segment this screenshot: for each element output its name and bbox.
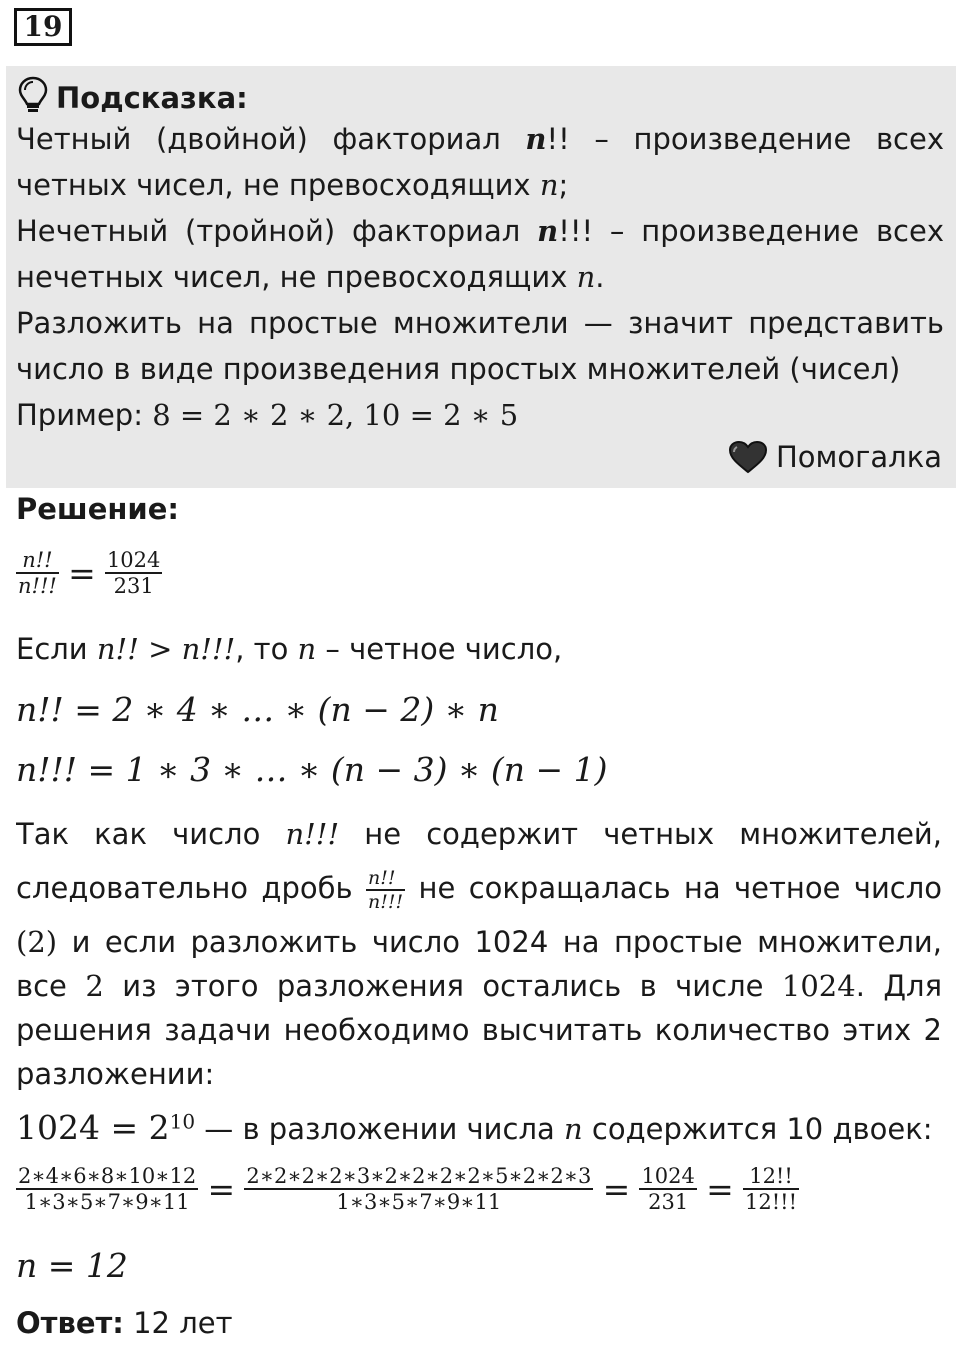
hint-text <box>16 116 944 438</box>
explanation-paragraph <box>16 812 942 1096</box>
hint-line-4: нечетных чисел, не превосходящих n. <box>16 260 605 294</box>
brand-label: Помогалка <box>728 437 942 484</box>
answer-line: Ответ: 12 лет <box>16 1306 233 1340</box>
hint-line-6: число в виде произведения простых множителей (чисел) <box>16 352 901 386</box>
hint-line-5: Разложить на простые множители — значит представить <box>16 306 944 340</box>
hint-line-2: четных чисел, не превосходящих n; <box>16 168 569 202</box>
para-line-1: Так как число n!!! не содержит четных множителей, <box>16 817 942 851</box>
formula-triple-factorial: n!!! = 1 ∗ 3 ∗ … ∗ (n − 3) ∗ (n − 1) <box>16 750 608 789</box>
hint-line-1: Четный (двойной) факториал n!! – произведение всех <box>16 122 944 156</box>
chain-fraction-3: $\frac{1024}{231}$ <box>641 1164 695 1214</box>
result-line: n = 12 <box>16 1246 128 1285</box>
solution-heading: Решение: <box>16 492 180 526</box>
heart-icon <box>728 440 768 484</box>
para-line-6: разложении: <box>16 1057 215 1091</box>
para-line-4: все 2 из этого разложения остались в числе 1024. Для <box>16 969 942 1003</box>
hint-line-7: Пример: 8 = 2 ∗ 2 ∗ 2, 10 = 2 ∗ 5 <box>16 398 519 432</box>
power-line: $1024 = 2^{10}$ — в разложении числа n содержится 10 двоек: <box>16 1108 933 1147</box>
ratio-equation: $\frac{n!!}{n!!!}$ = $\frac{1024}{231}$ <box>18 548 161 598</box>
ratio-fraction: $\frac{n!!}{n!!!}$ <box>18 548 57 598</box>
fraction-chain: $\frac{2∗4∗6∗8∗10∗12}{1∗3∗5∗7∗9∗11}$ = $\frac{2∗2∗2∗2∗3∗2∗2∗2∗2∗5∗2∗2∗3}{1∗3∗5∗7∗9∗11}$ = $\frac{1024}{231}$ = $\frac{12!!}{12!!!}$ <box>18 1164 798 1214</box>
ratio-value-fraction: $\frac{1024}{231}$ <box>106 548 161 598</box>
para-line-5: решения задачи необходимо высчитать количество этих 2 <box>16 1013 942 1047</box>
formula-double-factorial: n!! = 2 ∗ 4 ∗ … ∗ (n − 2) ∗ n <box>16 690 499 729</box>
hint-box <box>6 66 956 488</box>
para-line-2: следовательно дробь $\frac{n!!}{n!!!}$ не сокращалась на четное число <box>16 867 942 913</box>
condition-line: Если n!! > n!!!, то n – четное число, <box>16 632 563 666</box>
hint-line-3: Нечетный (тройной) факториал n!!! – произведение всех <box>16 214 944 248</box>
para-line-3: (2) и если разложить число 1024 на простые множители, <box>16 925 942 959</box>
inline-fraction: $\frac{n!!}{n!!!}$ <box>368 867 404 913</box>
chain-fraction-1: $\frac{2∗4∗6∗8∗10∗12}{1∗3∗5∗7∗9∗11}$ <box>18 1164 197 1214</box>
chain-fraction-4: $\frac{12!!}{12!!!}$ <box>744 1164 798 1214</box>
lightbulb-icon <box>18 76 48 121</box>
chain-fraction-2: $\frac{2∗2∗2∗2∗3∗2∗2∗2∗2∗5∗2∗2∗3}{1∗3∗5∗7∗9∗11}$ <box>246 1164 592 1214</box>
hint-title: Подсказка: <box>18 76 248 121</box>
task-number: 19 <box>14 8 72 46</box>
